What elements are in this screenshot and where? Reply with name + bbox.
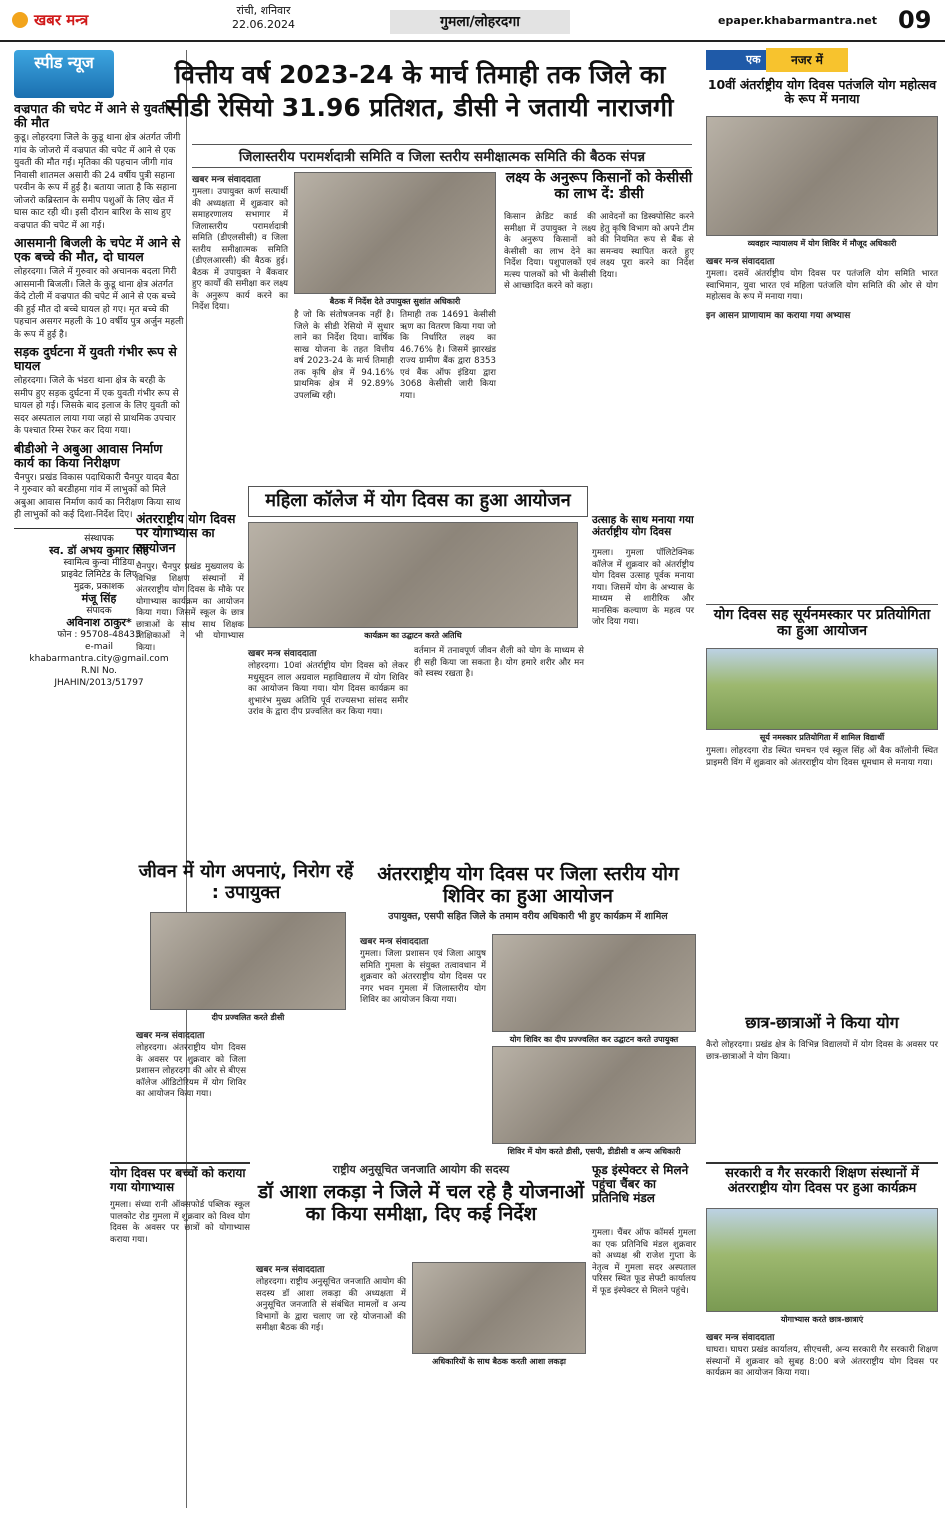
brief-text: कुडू। लोहरदगा जिले के कुडू थाना क्षेत्र अंतर्गत जीगी गांव के जोजरो में वज्रपात की चपेट में आने से एक युवती की मौत गई। मृतिका की पहचान जीगी गांव निवासी शातमल असारी की 24 वर्षीय पुत्री सहाना परवीन के रूप में हुई है। बताया जाता है कि सहाना जोजरो कब्रिस्तान के समीप पशुओं के लिए खेत में घास काट रही थी। इसी दौरान बारिश के साथ हुए वज्रपात की चपेट में आ गई। xyxy=(14,133,181,231)
district-yoga-headline: अंतरराष्ट्रीय योग दिवस पर जिला स्तरीय योग शिविर का हुआ आयोजन xyxy=(377,863,679,907)
district-photo-2 xyxy=(492,1046,696,1144)
brand-icon xyxy=(12,12,28,28)
commission-kicker: राष्ट्रीय अनुसूचित जनजाति आयोग की सदस्य xyxy=(332,1163,510,1176)
article-text: लोहरदगा। अंतरराष्ट्रीय योग दिवस के अवसर पर शुक्रवार को जिला प्रशासन लोहरदगा की ओर से बीएस कॉलेज ऑडिटोरियम में योग शिविर का आयोजन किया गया। xyxy=(136,1043,246,1099)
section-title: गुमला/लोहरदगा xyxy=(390,10,570,34)
article-text: चैनपुर। चैनपुर प्रखंड मुख्यालय के विभिन्न शिक्षण संस्थानों में अंतरराष्ट्रीय योग दिवस के मौके पर योगाभ्यास कार्यक्रम का आयोजन किया गया। जिसमें स्कूल के छात्र छात्राओं के साथ साथ शिक्षक शिक्षिकाओं ने भी योगाभ्यास किया। xyxy=(136,562,244,653)
article-text: गुमला। उपायुक्त कर्ण सत्यार्थी की अध्यक्षता में शुक्रवार को समाहरणालय सभागार में जिलास्तरीय परामर्शदात्री समिति (डीएलसीसी) व जिला स्तरीय समीक्षात्मक समिति (डीएलआरसी) की बैठक हुई। बैठक में उपायुक्त ने बैंकवार हुए कार्यों की समीक्षा कर लक्ष्य के अनुरूप कार्य करने का निर्देश दिया। xyxy=(192,187,288,312)
page-number: 09 xyxy=(898,6,932,34)
imprint-line: मुद्रक, प्रकाशक xyxy=(73,581,125,592)
side-headline: लक्ष्य के अनुरूप किसानों को केसीसी का लाभ दें: डीसी xyxy=(505,170,693,203)
women-col-1 xyxy=(248,646,408,719)
brand-logo xyxy=(12,10,88,30)
photo-caption: सूर्य नमस्कार प्रतियोगिता में शामिल विद्यार्थी xyxy=(759,733,885,742)
patanjali-photo xyxy=(706,116,938,236)
brief-text: लोहरदगा। जिले में गुरुवार को अचानक बदला गिरी आसमानी बिजली। जिले के कुडू थाना क्षेत्र अंतर्गत केंदे टोली में वज्रपात की चपेट में आने से एक बच्चे की हुई मौत दो बच्चे घायल हो गए। मृत बच्चे की पहचान असगर महली के 10 वर्षीय पुत्र अर्जुन महली के रूप में हुई है। xyxy=(14,267,184,340)
article-text: गुमला। संध्या रानी ऑक्सफोर्ड पब्लिक स्कूल पालकोट रोड गुमला में शुक्रवार को विश्व योग दिवस के अवसर पर छात्रों को योगाभ्यास कराया गया। xyxy=(110,1200,250,1245)
imprint-line: संस्थापक xyxy=(84,533,114,544)
article-text: कैरो लोहरदगा। प्रखंड क्षेत्र के विभिन्न विद्यालयों में योग दिवस के अवसर पर छात्र-छात्राओं ने योग किया। xyxy=(706,1040,938,1062)
brief-item xyxy=(14,236,184,341)
brief-title: आसमानी बिजली के चपेट में आने से एक बच्चे की मौत, दो घायल xyxy=(14,235,181,264)
intl-yoga-headline: अंतरराष्ट्रीय योग दिवस पर योगाभ्यास का आयोजन xyxy=(136,511,236,555)
patanjali-text xyxy=(706,254,938,323)
photo-caption: व्यवहार न्यायालय में योग शिविर में मौजूद अधिकारी xyxy=(747,239,897,248)
govt-institutions-headline: सरकारी व गैर सरकारी शिक्षण संस्थानों में अंतरराष्ट्रीय योग दिवस पर हुआ कार्यक्रम xyxy=(706,1162,938,1197)
brief-title: सड़क दुर्घटना में युवती गंभीर रूप से घायल xyxy=(14,344,177,373)
article-text: घाघरा। घाघरा प्रखंड कार्यालय, सीएचसी, अन्य सरकारी गैर सरकारी शिक्षण संस्थानों में शुक्रवार को सुबह 8:00 बजे अंतरराष्ट्रीय योग दिवस पर कार्यक्रम का आयोजन किया गया। xyxy=(706,1345,938,1378)
article-text: है जो कि संतोषजनक नहीं है। जिले के सीडी रेसियो में सुधार लाने का निर्देश दिया। वार्षिक साख योजना के तहत वित्तीय वर्ष 2023-24 के मार्च तिमाही तक कृषि क्षेत्र में 94.16% प्राथमिक क्षेत्र में 92.89% उपलब्धि रही। xyxy=(294,310,394,401)
brief-item xyxy=(14,345,184,438)
byline: खबर मन्त्र संवाददाता xyxy=(706,257,775,267)
article-text: तिमाही तक 14691 केसीसी ऋण का वितरण किया गया जो कि निर्धारित लक्ष्य का 46.76% है। जिसमें झारखंड राज्य ग्रामीण बैंक द्वारा 8353 एवं बैंक ऑफ इंडिया द्वारा 3068 केसीसी जारी किया गया। xyxy=(400,310,496,401)
women-col-2 xyxy=(414,646,584,681)
dateline xyxy=(232,4,295,32)
imprint-line: स्वामित्व कुन्वा मीडिया xyxy=(63,557,135,568)
govt-institutions-text xyxy=(706,1330,938,1380)
food-inspector-headline: फूड इंस्पेक्टर से मिलने पहुंचा चैंबर का प्रतिनिधि मंडल xyxy=(592,1163,689,1205)
byline: खबर मन्त्र संवाददाता xyxy=(248,649,317,659)
imprint-line: e-mail xyxy=(84,641,114,652)
commission-photo xyxy=(412,1262,586,1354)
children-yoga-headline: योग दिवस पर बच्चों को कराया गया योगाभ्यास xyxy=(110,1162,250,1195)
children-text xyxy=(110,1200,250,1246)
district-photo-1 xyxy=(492,934,696,1032)
photo-caption: दीप प्रज्वलित करते डीसी xyxy=(211,1013,285,1022)
imprint-line: प्राइवेट लिमिटेड के लिए xyxy=(61,569,137,580)
article-text: लोहरदगा। राष्ट्रीय अनुसूचित जनजाति आयोग की सदस्य डॉ आशा लकड़ा की अध्यक्षता में अनुसूचित जनजाति से संबंधित मामलों व अन्य विभागों के द्वारा चलाए जा रहे योजनाओं की समीक्षा बैठक की गई। xyxy=(256,1277,406,1333)
lead-col-4 xyxy=(504,212,596,293)
lead-col-1 xyxy=(192,172,288,314)
surya-namaskar-photo xyxy=(706,648,938,730)
email[interactable]: khabarmantra.city@gmail.com xyxy=(29,653,169,664)
commission-headline: डॉ आशा लकड़ा ने जिले में चल रहे है योजनाओं का किया समीक्षा, दिए कई निर्देश xyxy=(257,1181,585,1225)
article-text: लोहरदगा। 10वां अंतर्राष्ट्रीय योग दिवस को लेकर मधुसूदन लाल अग्रवाल महाविद्यालय में योग शिविर का आयोजन किया गया। योग दिवस कार्यक्रम का शुभारंभ मुख्य अतिथि पूर्व राज्यसभा सांसद समीर उरांव के द्वारा दीप प्रज्वलित कर किया गया। xyxy=(248,661,408,717)
byline: खबर मन्त्र संवाददाता xyxy=(136,1031,205,1041)
city-day: रांची, शनिवार xyxy=(236,4,291,17)
women-college-headline: महिला कॉलेज में योग दिवस का हुआ आयोजन xyxy=(248,486,588,517)
article-text: आवेदनों का डिस्क्पोसिट करने हेतु कृषि विभाग को अपने टीम की नियमित रूप से बैंक से समन्वय स्थापित करते हुए लक्ष्य पूरा करने का निर्देश दिया। xyxy=(600,212,694,280)
surya-namaskar-headline: योग दिवस सह सूर्यनमस्कार पर प्रतियोगिता का हुआ आयोजन xyxy=(706,604,938,639)
article-text: वर्तमान में तनावपूर्ण जीवन शैली को योग के माध्यम से ही सही किया जा सकता है। योग हमारे शरीर और मन को स्वस्थ रखता है। xyxy=(414,646,584,679)
article-text: गुमला। चैंबर ऑफ कॉमर्स गुमला का एक प्रतिनिधि मंडल शुक्रवार को अध्यक्ष श्री राजेश गुप्ता के नेतृत्व में गुमला सदर अस्पताल परिसर स्थित फूड सेफ्टी कार्यालय में फूड इंस्पेक्टर से मिलने पहुंचे। xyxy=(592,1228,696,1296)
students-yoga-headline: छात्र-छात्राओं ने किया योग xyxy=(745,1013,899,1032)
byline: खबर मन्त्र संवाददाता xyxy=(706,1333,775,1343)
ek-nazar-tag xyxy=(706,48,938,74)
photo-caption: बैठक में निर्देश देते उपायुक्त सुशांत अधिकारी xyxy=(329,297,461,306)
masthead xyxy=(0,0,945,42)
students-yoga-text xyxy=(706,1040,938,1063)
lead-col-5 xyxy=(600,212,694,281)
photo-caption: योगाभ्यास करते छात्र-छात्राएं xyxy=(780,1315,864,1324)
lead-col-3 xyxy=(400,310,496,402)
photo-caption: कार्यक्रम का उद्घाटन करते अतिथि xyxy=(364,631,462,640)
lead-col-2 xyxy=(294,310,394,402)
govt-institutions-photo xyxy=(706,1208,938,1312)
food-text xyxy=(592,1228,696,1297)
phone: फोन : 95708-48433 xyxy=(57,629,141,640)
column-divider xyxy=(186,50,187,1508)
article-text: गुमला। जिला प्रशासन एवं जिला आयुष समिति गुमला के संयुक्त तत्वावधान में शुक्रवार को अंतरराष्ट्रीय योग दिवस पर नगर भवन गुमला में जिलास्तरीय योग शिविर का आयोजन किया गया। xyxy=(360,949,486,1005)
photo-caption: योग शिविर का दीप प्रज्ज्वलित कर उद्घाटन करते उपायुक्त xyxy=(509,1035,679,1044)
district-yoga-subhead: उपायुक्त, एसपी सहित जिले के तमाम वरीय अधिकारी भी हुए कार्यक्रम में शामिल xyxy=(388,911,668,922)
brief-text: चैनपुर। प्रखंड विकास पदाधिकारी चैनपुर यादव बैठा ने गुरुवार को बरडीहमा गांव में लाभुकों को मिले अबुआ आवास निर्माण कार्य का निरीक्षण किया साथ ही लाभुकों को कई दिशा-निर्देश दिए। xyxy=(14,472,181,520)
editor-name: अविनाश ठाकुर* xyxy=(66,615,132,629)
speed-news-column xyxy=(14,50,184,1508)
issue-date: 22.06.2024 xyxy=(232,18,295,31)
brief-text: लोहरदगा। जिले के भंडरा थाना क्षेत्र के बरही के समीप हुए सड़क दुर्घटना में एक युवती गंभीर रूप से घायल हो गई। जिसके बाद इलाज के लिए युवती को सदर अस्पताल लाया गया जहां से प्राथमिक उपचार के पश्चात रिम्स रेफर कर दिया गया। xyxy=(14,376,180,436)
brief-title: बीडीओ ने अबुआ आवास निर्माण कार्य का किया निरीक्षण xyxy=(14,440,163,470)
byline: खबर मन्त्र संवाददाता xyxy=(256,1265,325,1275)
speed-news-badge: स्पीड न्यूज xyxy=(14,50,114,98)
enthusiasm-headline: उत्साह के साथ मनाया गया अंतर्राष्ट्रीय योग दिवस xyxy=(592,514,694,539)
subhead: इन आसन प्राणायाम का कराया गया अभ्यास xyxy=(706,310,851,321)
tag-nazar: नजर में xyxy=(766,48,848,72)
epaper-url[interactable]: epaper.khabarmantra.net xyxy=(718,14,877,27)
photo-caption: अधिकारियों के साथ बैठक करती आशा लकड़ा xyxy=(432,1357,566,1366)
imprint-line: संपादक xyxy=(86,605,112,616)
byline: खबर मन्त्र संवाददाता xyxy=(192,175,261,185)
photo-caption: शिविर में योग करते डीसी, एसपी, डीडीसी व अन्य अधिकारी xyxy=(507,1147,681,1156)
jeevan-text xyxy=(136,1028,246,1101)
article-text: गुमला। गुमला पॉलिटेक्निक कॉलेज में शुक्रवार को अंतर्राष्ट्रीय योग दिवस उत्साह पूर्वक मनाया गया। जिसमें योग के अभ्यास के माध्यम से शारीरिक और मानसिक कल्याण के महत्व पर जोर दिया गया। xyxy=(592,548,694,627)
article-text: गुमला। दसवें अंतर्राष्ट्रीय योग दिवस पर पतंजलि योग समिति भारत स्वाभिमान, युवा भारत एवं महिला पतंजलि योग समिति की ओर से योग महोत्सव के रूप में मनाया गया। xyxy=(706,269,938,302)
imprint-line: R.NI No. xyxy=(81,665,117,676)
patanjali-headline: 10वीं अंतर्राष्ट्रीय योग दिवस पतंजलि योग महोत्सव के रूप में मनाया xyxy=(707,77,937,107)
publisher-name: मंजू सिंह xyxy=(81,591,117,605)
rni-number: JHAHIN/2013/51797 xyxy=(54,677,144,688)
byline: खबर मन्त्र संवाददाता xyxy=(360,937,429,947)
brief-item xyxy=(14,442,184,522)
intl-yoga-text xyxy=(136,562,244,654)
brief-title: वज्रपात की चपेट में आने से युवती की मौत xyxy=(14,101,169,130)
women-college-photo xyxy=(248,522,578,628)
jeevan-photo xyxy=(150,912,346,1010)
lead-headline: वित्तीय वर्ष 2023-24 के मार्च तिमाही तक जिले का सीडी रेसियो 31.96 प्रतिशत, डीसी ने जतायी नाराजगी xyxy=(166,60,674,122)
article-text: किसान क्रेडिट कार्ड की समीक्षा में उपायुक्त ने लक्ष्य के अनुरूप किसानों को केसीसी का लाभ देने का निर्देश दिया। पशुपालकों एवं मत्स्य पालकों को भी केसीसी से आच्छादित करने को कहा। xyxy=(504,212,596,291)
lead-subheadline: जिलास्तरीय परामर्शदात्री समिति व जिला स्तरीय समीक्षात्मक समिति की बैठक संपन्न xyxy=(192,144,692,168)
jeevan-headline: जीवन में योग अपनाएं, निरोग रहें : उपायुक्त xyxy=(138,861,354,903)
enthusiasm-text xyxy=(592,548,694,629)
district-text xyxy=(360,934,486,1007)
founder-name: स्व. डॉ अभय कुमार सिंह xyxy=(49,543,149,557)
article-text: गुमला। लोहरदगा रोड स्थित चमचन एवं स्कूल सिंह ओं बैक कॉलोनी स्थित प्राइमरी विंग में शुक्रवार को अंतरराष्ट्रीय योग दिवस धूमधाम से मनाया गया। xyxy=(706,746,938,768)
tag-ek: एक xyxy=(706,50,826,70)
brand-name: खबर मन्त्र xyxy=(34,11,89,29)
meeting-photo xyxy=(294,172,496,294)
commission-text xyxy=(256,1262,406,1335)
surya-namaskar-text xyxy=(706,746,938,769)
